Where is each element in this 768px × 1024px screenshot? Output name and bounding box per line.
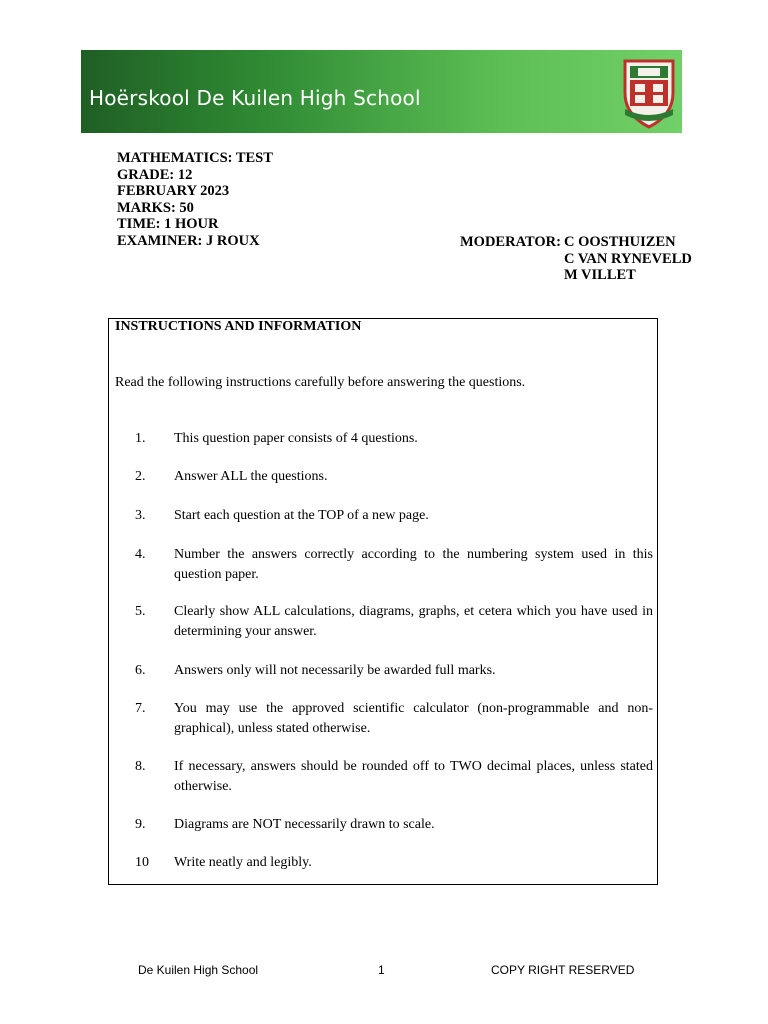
instruction-number: 6. bbox=[135, 663, 146, 678]
instruction-number: 4. bbox=[135, 547, 146, 562]
instruction-text: This question paper consists of 4 questions. bbox=[174, 431, 418, 446]
examiner-line: EXAMINER: J ROUX bbox=[117, 232, 260, 249]
instruction-number: 8. bbox=[135, 759, 146, 774]
instruction-text: Start each question at the TOP of a new page. bbox=[174, 508, 429, 523]
moderator-name: C VAN RYNEVELD bbox=[564, 250, 692, 267]
instruction-text: You may use the approved scientific calculator (non-programmable and non-graphical), unless stated otherwise. bbox=[174, 701, 653, 736]
subject-line: MATHEMATICS: TEST bbox=[117, 150, 273, 166]
instruction-text: Answers only will not necessarily be awarded full marks. bbox=[174, 663, 496, 678]
instruction-number: 1. bbox=[135, 431, 146, 446]
marks-line: MARKS: 50 bbox=[117, 199, 194, 216]
instructions-heading: INSTRUCTIONS AND INFORMATION bbox=[115, 319, 362, 334]
moderator-name: C OOSTHUIZEN bbox=[564, 234, 676, 250]
instruction-text: If necessary, answers should be rounded off to TWO decimal places, unless stated otherwise. bbox=[174, 759, 653, 794]
moderator-label: MODERATOR: bbox=[460, 234, 561, 250]
school-crest-icon bbox=[621, 57, 677, 129]
instructions-box bbox=[108, 318, 658, 885]
instructions-intro: Read the following instructions carefully before answering the questions. bbox=[115, 375, 526, 390]
instruction-number: 2. bbox=[135, 469, 146, 484]
instruction-text: Diagrams are NOT necessarily drawn to scale. bbox=[174, 817, 435, 832]
instruction-text: Answer ALL the questions. bbox=[174, 469, 328, 484]
moderator-block bbox=[460, 234, 692, 284]
instruction-number: 5. bbox=[135, 604, 146, 619]
footer-copyright: COPY RIGHT RESERVED bbox=[491, 963, 635, 977]
grade-line: GRADE: 12 bbox=[117, 166, 193, 183]
footer-page-number: 1 bbox=[378, 963, 385, 977]
moderator-name: M VILLET bbox=[564, 267, 636, 284]
instruction-text: Number the answers correctly according to the numbering system used in this question paper. bbox=[174, 547, 653, 582]
instruction-text: Clearly show ALL calculations, diagrams, graphs, et cetera which you have used in determining your answer. bbox=[174, 604, 653, 639]
school-name: Hoërskool De Kuilen High School bbox=[89, 86, 421, 110]
instruction-text: Write neatly and legibly. bbox=[174, 855, 312, 870]
footer-school: De Kuilen High School bbox=[138, 963, 259, 977]
instruction-number: 10 bbox=[135, 855, 149, 870]
instruction-number: 7. bbox=[135, 701, 146, 716]
paper-details bbox=[117, 150, 273, 250]
date-line: FEBRUARY 2023 bbox=[117, 183, 230, 200]
instruction-number: 9. bbox=[135, 817, 146, 832]
instruction-number: 3. bbox=[135, 508, 146, 523]
time-line: TIME: 1 HOUR bbox=[117, 216, 219, 233]
school-banner bbox=[81, 50, 682, 133]
